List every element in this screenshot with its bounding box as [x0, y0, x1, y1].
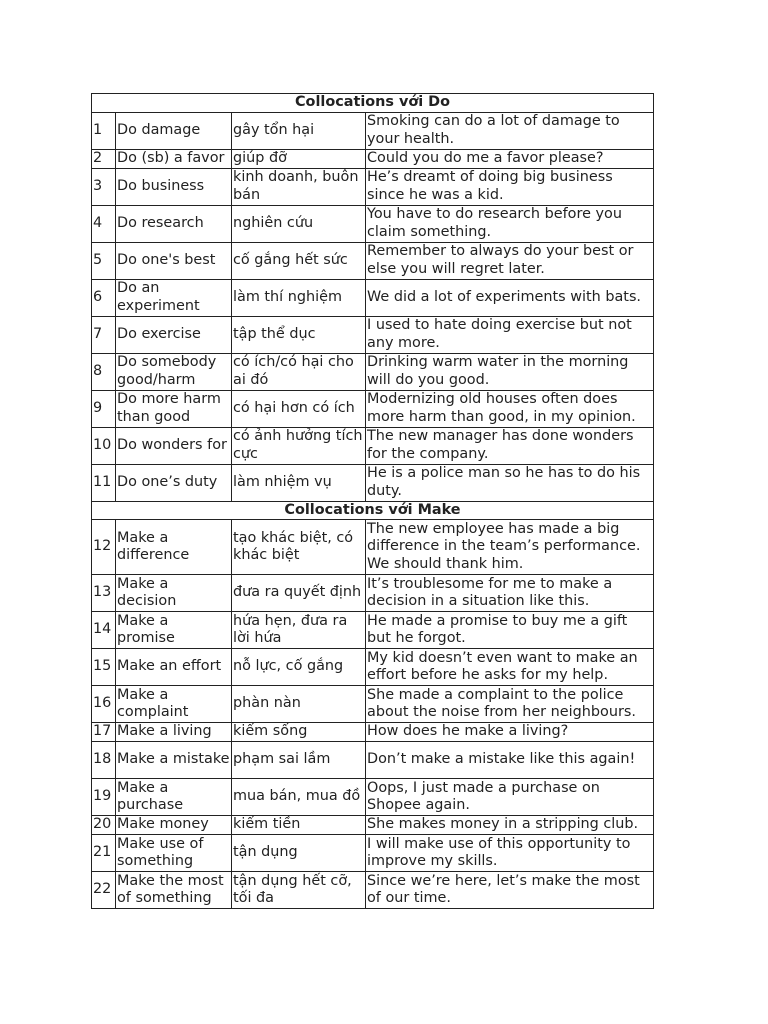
- table-row: [92, 686, 654, 723]
- row-number: 14: [92, 612, 116, 649]
- row-number: 9: [92, 390, 116, 427]
- collocation-cell: Make use of something: [116, 835, 232, 872]
- collocation-cell: Do research: [116, 205, 232, 242]
- example-cell: The new manager has done wonders for the company.: [366, 427, 654, 464]
- table-row: [92, 464, 654, 501]
- meaning-cell: hứa hẹn, đưa ra lời hứa: [232, 612, 366, 649]
- row-number: 5: [92, 242, 116, 279]
- row-number: 4: [92, 205, 116, 242]
- collocation-cell: Do somebody good/harm: [116, 353, 232, 390]
- row-number: 15: [92, 649, 116, 686]
- example-cell: Don’t make a mistake like this again!: [366, 742, 654, 779]
- meaning-cell: kiếm sống: [232, 723, 366, 742]
- example-cell: Modernizing old houses often does more harm than good, in my opinion.: [366, 390, 654, 427]
- row-number: 6: [92, 279, 116, 316]
- meaning-cell: đưa ra quyết định: [232, 575, 366, 612]
- table-row: [92, 816, 654, 835]
- example-cell: You have to do research before you claim something.: [366, 205, 654, 242]
- section-title-make: Collocations với Make: [92, 501, 654, 520]
- table-row: [92, 872, 654, 909]
- collocation-cell: Make money: [116, 816, 232, 835]
- table-row: [92, 520, 654, 575]
- example-cell: The new employee has made a big difference in the team’s performance. We should thank him.: [366, 520, 654, 575]
- example-cell: She made a complaint to the police about the noise from her neighbours.: [366, 686, 654, 723]
- table-body: [92, 94, 654, 909]
- row-number: 7: [92, 316, 116, 353]
- table-row: [92, 575, 654, 612]
- meaning-cell: cố gắng hết sức: [232, 242, 366, 279]
- meaning-cell: có ích/có hại cho ai đó: [232, 353, 366, 390]
- table-row: [92, 316, 654, 353]
- example-cell: He is a police man so he has to do his duty.: [366, 464, 654, 501]
- table-row: [92, 390, 654, 427]
- row-number: 8: [92, 353, 116, 390]
- collocation-cell: Make a promise: [116, 612, 232, 649]
- meaning-cell: nỗ lực, cố gắng: [232, 649, 366, 686]
- example-cell: She makes money in a stripping club.: [366, 816, 654, 835]
- meaning-cell: có ảnh hưởng tích cực: [232, 427, 366, 464]
- collocation-cell: Do wonders for: [116, 427, 232, 464]
- table-row: [92, 835, 654, 872]
- meaning-cell: mua bán, mua đồ: [232, 779, 366, 816]
- table-row: [92, 723, 654, 742]
- meaning-cell: tạo khác biệt, có khác biệt: [232, 520, 366, 575]
- meaning-cell: giúp đỡ: [232, 149, 366, 168]
- example-cell: Could you do me a favor please?: [366, 149, 654, 168]
- row-number: 3: [92, 168, 116, 205]
- row-number: 12: [92, 520, 116, 575]
- table-row: [92, 649, 654, 686]
- meaning-cell: phàn nàn: [232, 686, 366, 723]
- example-cell: Drinking warm water in the morning will do you good.: [366, 353, 654, 390]
- collocation-cell: Make the most of something: [116, 872, 232, 909]
- meaning-cell: gây tổn hại: [232, 112, 366, 149]
- table-row: [92, 742, 654, 779]
- meaning-cell: có hại hơn có ích: [232, 390, 366, 427]
- collocation-cell: Do business: [116, 168, 232, 205]
- meaning-cell: làm thí nghiệm: [232, 279, 366, 316]
- table-row: [92, 353, 654, 390]
- example-cell: Since we’re here, let’s make the most of our time.: [366, 872, 654, 909]
- row-number: 10: [92, 427, 116, 464]
- row-number: 11: [92, 464, 116, 501]
- example-cell: We did a lot of experiments with bats.: [366, 279, 654, 316]
- example-cell: He made a promise to buy me a gift but he forgot.: [366, 612, 654, 649]
- table-row: [92, 427, 654, 464]
- meaning-cell: tập thể dục: [232, 316, 366, 353]
- row-number: 20: [92, 816, 116, 835]
- collocation-cell: Make an effort: [116, 649, 232, 686]
- example-cell: Oops, I just made a purchase on Shopee again.: [366, 779, 654, 816]
- meaning-cell: kiếm tiền: [232, 816, 366, 835]
- table-row: [92, 149, 654, 168]
- collocation-cell: Do damage: [116, 112, 232, 149]
- collocation-cell: Make a complaint: [116, 686, 232, 723]
- example-cell: My kid doesn’t even want to make an effort before he asks for my help.: [366, 649, 654, 686]
- collocation-cell: Make a decision: [116, 575, 232, 612]
- table-row: [92, 612, 654, 649]
- table-row: [92, 168, 654, 205]
- row-number: 22: [92, 872, 116, 909]
- table-row: [92, 279, 654, 316]
- row-number: 1: [92, 112, 116, 149]
- collocation-cell: Do an experiment: [116, 279, 232, 316]
- collocation-cell: Do more harm than good: [116, 390, 232, 427]
- example-cell: I will make use of this opportunity to improve my skills.: [366, 835, 654, 872]
- row-number: 21: [92, 835, 116, 872]
- row-number: 19: [92, 779, 116, 816]
- meaning-cell: kinh doanh, buôn bán: [232, 168, 366, 205]
- row-number: 17: [92, 723, 116, 742]
- table-row: [92, 205, 654, 242]
- collocation-cell: Do one's best: [116, 242, 232, 279]
- collocation-cell: Do (sb) a favor: [116, 149, 232, 168]
- row-number: 18: [92, 742, 116, 779]
- collocation-cell: Do exercise: [116, 316, 232, 353]
- example-cell: How does he make a living?: [366, 723, 654, 742]
- collocation-cell: Make a difference: [116, 520, 232, 575]
- table-row: [92, 779, 654, 816]
- example-cell: I used to hate doing exercise but not any more.: [366, 316, 654, 353]
- example-cell: It’s troublesome for me to make a decision in a situation like this.: [366, 575, 654, 612]
- collocations-table: [91, 93, 654, 909]
- row-number: 2: [92, 149, 116, 168]
- collocation-cell: Make a mistake: [116, 742, 232, 779]
- collocation-cell: Make a living: [116, 723, 232, 742]
- meaning-cell: tận dụng hết cỡ, tối đa: [232, 872, 366, 909]
- collocation-cell: Do one’s duty: [116, 464, 232, 501]
- meaning-cell: nghiên cứu: [232, 205, 366, 242]
- meaning-cell: làm nhiệm vụ: [232, 464, 366, 501]
- meaning-cell: phạm sai lầm: [232, 742, 366, 779]
- table-row: [92, 242, 654, 279]
- section-title-row: [92, 94, 654, 113]
- example-cell: He’s dreamt of doing big business since he was a kid.: [366, 168, 654, 205]
- section-title-do: Collocations với Do: [92, 94, 654, 113]
- example-cell: Smoking can do a lot of damage to your health.: [366, 112, 654, 149]
- example-cell: Remember to always do your best or else you will regret later.: [366, 242, 654, 279]
- row-number: 13: [92, 575, 116, 612]
- section-title-row: [92, 501, 654, 520]
- collocation-cell: Make a purchase: [116, 779, 232, 816]
- row-number: 16: [92, 686, 116, 723]
- meaning-cell: tận dụng: [232, 835, 366, 872]
- table-row: [92, 112, 654, 149]
